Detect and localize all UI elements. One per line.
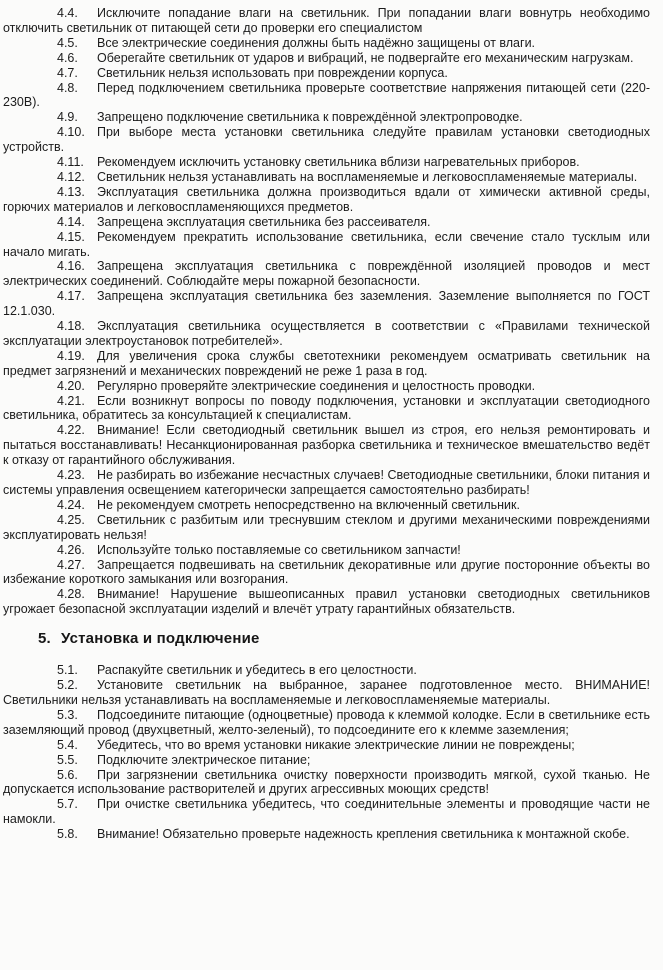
- paragraph-number: 5.4.: [57, 737, 78, 752]
- paragraph-number: 4.20.: [57, 378, 85, 393]
- paragraph-number: 4.11.: [57, 155, 84, 170]
- numbered-paragraph: [3, 6, 650, 36]
- paragraph-text: При очистке светильника убедитесь, что соединительные элементы и проводящие части не намокли.: [3, 797, 650, 827]
- paragraph-number: 4.10.: [57, 125, 85, 140]
- paragraph-text: Регулярно проверяйте электрические соединения и целостность проводки.: [97, 378, 536, 393]
- paragraph-text: Внимание! Обязательно проверьте надежность крепления светильника к монтажной скобе.: [97, 827, 630, 842]
- paragraph-number: 4.9.: [57, 110, 78, 125]
- paragraph-text: Все электрические соединения должны быть надёжно защищены от влаги.: [97, 35, 536, 50]
- paragraph-text: Исключите попадание влаги на светильник. При попадании влаги вовнутрь необходимо отключить светильник от питающей сети до проверки его специалистом: [3, 6, 650, 35]
- paragraph-text: Запрещена эксплуатация светильника без заземления. Заземление выполняется по ГОСТ 12.1.030.: [3, 289, 650, 319]
- numbered-paragraph: [3, 663, 650, 678]
- paragraph-number: 4.12.: [57, 169, 85, 184]
- paragraph-number: 5.1.: [57, 663, 78, 678]
- numbered-paragraph: [3, 170, 650, 185]
- paragraph-text: Эксплуатация светильника должна производиться вдали от химически активной среды, горючих материалов и легковоспламеняющихся предметов.: [3, 184, 650, 214]
- paragraph-number: 5.3.: [57, 707, 78, 722]
- section-5-body: [3, 663, 650, 842]
- numbered-paragraph: [3, 558, 650, 588]
- numbered-paragraph: [3, 468, 650, 498]
- numbered-paragraph: [3, 81, 650, 111]
- paragraph-number: 4.26.: [57, 542, 85, 557]
- numbered-paragraph: [3, 797, 650, 827]
- paragraph-text: Светильник нельзя устанавливать на воспламеняемые и легковоспламеняемые материалы.: [97, 169, 638, 184]
- paragraph-text: Запрещена эксплуатация светильника без рассеивателя.: [97, 214, 431, 229]
- paragraph-number: 4.13.: [57, 184, 85, 199]
- paragraph-number: 5.5.: [57, 752, 78, 767]
- section-5-number: 5.: [38, 630, 51, 648]
- paragraph-number: 4.21.: [57, 393, 85, 408]
- paragraph-text: Запрещается подвешивать на светильник декоративные или другие посторонние объекты во избежание короткого замыкания или возгорания.: [3, 557, 650, 587]
- paragraph-number: 4.25.: [57, 512, 85, 527]
- paragraph-number: 4.24.: [57, 497, 85, 512]
- paragraph-number: 5.7.: [57, 797, 78, 812]
- paragraph-text: Рекомендуем прекратить использование светильника, если свечение стало тусклым или начало мигать.: [3, 229, 650, 259]
- numbered-paragraph: [3, 394, 650, 424]
- paragraph-text: Эксплуатация светильника осуществляется в соответствии с «Правилами технической эксплуатации электроустановок потребителей».: [3, 319, 650, 348]
- numbered-paragraph: [3, 319, 650, 349]
- section-4-body: [3, 6, 650, 617]
- section-5-heading: [38, 630, 650, 648]
- numbered-paragraph: [3, 753, 650, 768]
- paragraph-text: Запрещено подключение светильника к повреждённой электропроводке.: [97, 110, 523, 125]
- numbered-paragraph: [3, 543, 650, 558]
- paragraph-number: 4.8.: [57, 80, 78, 95]
- paragraph-number: 4.16.: [57, 259, 85, 274]
- paragraph-text: Если возникнут вопросы по поводу подключения, установки и эксплуатации светодиодного светильника, обратитесь за консультацией к специалистам.: [3, 393, 650, 423]
- paragraph-text: Светильник нельзя использовать при повреждении корпуса.: [97, 65, 448, 80]
- paragraph-text: Светильник с разбитым или треснувшим стеклом и другими механическими повреждениями эксплуатировать нельзя!: [3, 512, 650, 542]
- numbered-paragraph: [3, 349, 650, 379]
- paragraph-text: Убедитесь, что во время установки никакие электрические линии не повреждены;: [97, 737, 575, 752]
- numbered-paragraph: [3, 587, 650, 617]
- numbered-paragraph: [3, 259, 650, 289]
- paragraph-number: 5.8.: [57, 827, 78, 842]
- paragraph-number: 4.14.: [57, 214, 85, 229]
- numbered-paragraph: [3, 423, 650, 468]
- paragraph-number: 4.28.: [57, 587, 85, 602]
- paragraph-text: Не рекомендуем смотреть непосредственно на включенный светильник.: [97, 497, 520, 512]
- paragraph-number: 5.2.: [57, 678, 78, 693]
- paragraph-text: Перед подключением светильника проверьте соответствие напряжения питающей сети (220-230В).: [3, 80, 650, 110]
- numbered-paragraph: [3, 513, 650, 543]
- paragraph-number: 5.6.: [57, 767, 78, 782]
- paragraph-text: Внимание! Если светодиодный светильник вышел из строя, его нельзя ремонтировать и пытаться восстанавливать! Несанкционированная разборка светильника и техническое вмешательство ведёт к отказу от гарантийного обслуживания.: [3, 423, 650, 468]
- numbered-paragraph: [3, 379, 650, 394]
- numbered-paragraph: [3, 66, 650, 81]
- numbered-paragraph: [3, 289, 650, 319]
- numbered-paragraph: [3, 827, 650, 842]
- paragraph-number: 4.22.: [57, 423, 85, 438]
- paragraph-text: Оберегайте светильник от ударов и вибраций, не подвергайте его механическим нагрузкам.: [97, 50, 634, 65]
- numbered-paragraph: [3, 125, 650, 155]
- paragraph-text: Для увеличения срока службы светотехники рекомендуем осматривать светильник на предмет загрязнений и механических повреждений не реже 1 раза в год.: [3, 348, 650, 378]
- paragraph-text: Распакуйте светильник и убедитесь в его целостности.: [97, 663, 417, 678]
- numbered-paragraph: [3, 155, 650, 170]
- paragraph-number: 4.5.: [57, 35, 78, 50]
- numbered-paragraph: [3, 185, 650, 215]
- paragraph-number: 4.4.: [57, 6, 78, 20]
- numbered-paragraph: [3, 768, 650, 798]
- numbered-paragraph: [3, 708, 650, 738]
- paragraph-text: Подсоедините питающие (одноцветные) провода к клеммой колодке. Если в светильнике есть заземляющий провод (двухцветный, желто-зеленый), то подсоедините его к клемме заземления;: [3, 707, 650, 737]
- numbered-paragraph: [3, 678, 650, 708]
- section-5-title: Установка и подключение: [61, 630, 260, 648]
- paragraph-text: Внимание! Нарушение вышеописанных правил установки светодиодных светильников угрожает безопасной эксплуатации изделий и влечёт утрату гарантийных обязательств.: [3, 587, 650, 617]
- numbered-paragraph: [3, 110, 650, 125]
- paragraph-text: Не разбирать во избежание несчастных случаев! Светодиодные светильники, блоки питания и системы управления освещением категорически запрещается самостоятельно разбирать!: [3, 468, 650, 497]
- paragraph-number: 4.27.: [57, 557, 85, 572]
- paragraph-number: 4.7.: [57, 65, 78, 80]
- numbered-paragraph: [3, 215, 650, 230]
- paragraph-number: 4.6.: [57, 50, 78, 65]
- numbered-paragraph: [3, 51, 650, 66]
- paragraph-text: Запрещена эксплуатация светильника с повреждённой изоляцией проводов и мест электрических соединений. Соблюдайте меры пожарной безопасности.: [3, 259, 650, 289]
- paragraph-text: При выборе места установки светильника следуйте правилам установки светодиодных устройств.: [3, 125, 650, 155]
- numbered-paragraph: [3, 498, 650, 513]
- paragraph-text: Используйте только поставляемые со светильником запчасти!: [97, 542, 461, 557]
- paragraph-text: Рекомендуем исключить установку светильника вблизи нагревательных приборов.: [97, 155, 580, 170]
- paragraph-number: 4.23.: [57, 468, 85, 483]
- paragraph-number: 4.15.: [57, 229, 85, 244]
- numbered-paragraph: [3, 738, 650, 753]
- paragraph-number: 4.17.: [57, 289, 85, 304]
- paragraph-text: Установите светильник на выбранное, заранее подготовленное место. ВНИМАНИЕ! Светильники нельзя устанавливать на воспламеняемые и легковоспламеняемые материалы.: [3, 678, 650, 707]
- paragraph-text: Подключите электрическое питание;: [97, 752, 311, 767]
- paragraph-text: При загрязнении светильника очистку поверхности производить мягкой, сухой тканью. Не допускается использование растворителей и других агрессивных моющих средств!: [3, 767, 650, 797]
- numbered-paragraph: [3, 36, 650, 51]
- paragraph-number: 4.18.: [57, 319, 85, 334]
- paragraph-number: 4.19.: [57, 348, 85, 363]
- numbered-paragraph: [3, 230, 650, 260]
